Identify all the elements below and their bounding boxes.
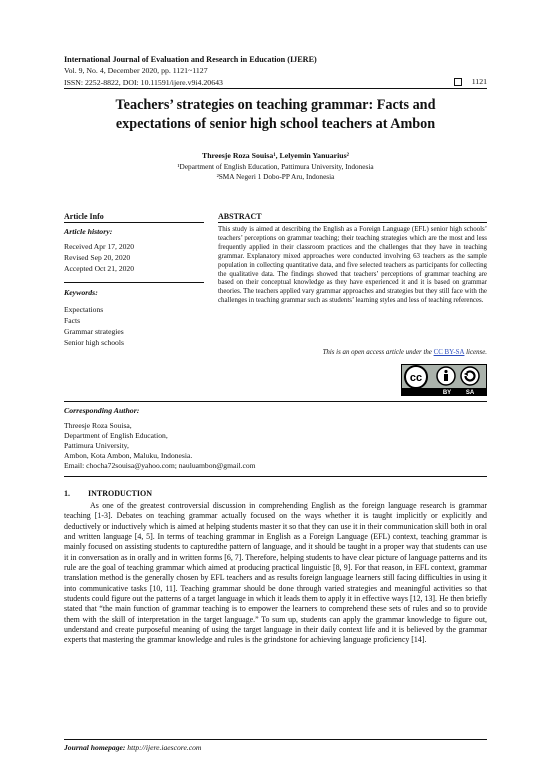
article-info-rule — [64, 222, 204, 223]
keywords-label: Keywords: — [64, 288, 98, 297]
homepage-label: Journal homepage — [64, 743, 123, 752]
title-line: expectations of senior high school teachers at Ambon — [115, 116, 436, 132]
square-bullet-icon — [454, 78, 462, 86]
page-number: 1121 — [471, 77, 487, 86]
cc-by-sa-badge-icon[interactable] — [401, 364, 487, 396]
introduction-paragraph: As one of the greatest controversial discussion in comprehending English as the foreign language research is grammar teaching [1-3]. Debates on teaching grammar actually focused on the ways whether it is taught implicitly or explicitly and deductively or inductively which is aimed at helping students master it so that they can use it in their communication skill both in oral and written language [4, 5]. In terms of teaching grammar in English as a Foreign Language (EFL) context, teaching grammar is mainly focused on assisting students to capturedthe pattern of language, and it should be taught in a proper way that students can use it in conversation as in orally and in written forms [6, 7]. Therefore, helping students to have clear picture of language patterns and its rule are the goal of teaching grammar which aimed at producing practical linguistic [8, 9]. For that reason, in EFL context, grammar translation method is the generally chosen by EFL teachers and as results foreign language learners still facing difficulties in using it into communicative tasks [10, 11]. Teaching grammar should be done through varied strategies and meaningful activities so that students could figure out the patterns of a target language in which it leads them to apply it in effective ways [12, 13]. He then briefly stated that “the main function of grammar teaching is to empower the learners to comprehend these sets of rules and so to provide them with the skill of interpretation in the target language.” To sum up, students can apply the grammar knowledge to figure out, understand and create purposeful meaning of using the target language in their daily context life and it is believed by the grammar experts that mastering the grammar knowledge and rules is the grindstone for achieving language proficiency [14]. — [64, 501, 487, 645]
journal-name: International Journal of Evaluation and Research in Education (IJERE) — [64, 55, 317, 64]
abstract-rule — [218, 222, 487, 223]
paper-title — [64, 96, 487, 134]
keyword: Grammar strategies — [64, 327, 124, 336]
title-line: Teachers’ strategies on teaching grammar: Facts and — [115, 97, 436, 113]
history-item: Accepted Oct 21, 2020 — [64, 264, 135, 273]
footer-rule — [64, 739, 487, 740]
keywords-rule — [64, 282, 204, 283]
affiliation: ²SMA Negeri 1 Dobo-PP Aru, Indonesia — [216, 172, 335, 181]
corresponding-line: Threesje Roza Souisa, — [64, 421, 132, 430]
keyword: Senior high schools — [64, 338, 124, 347]
license-link[interactable]: CC BY-SA — [433, 349, 465, 356]
corresponding-details — [64, 421, 364, 471]
section-heading — [64, 489, 152, 498]
article-history — [64, 226, 204, 274]
section-title: INTRODUCTION — [88, 489, 153, 498]
header-rule — [64, 88, 487, 89]
corresponding-line: Ambon, Kota Ambon, Maluku, Indonesia. — [64, 451, 193, 460]
authors: Threesje Roza Souisa¹, Lelyemin Yanuarius² — [202, 151, 349, 160]
keyword: Expectations — [64, 305, 104, 314]
homepage-url[interactable]: http://ijere.iaescore.com — [127, 743, 202, 752]
section-number: 1. — [64, 489, 70, 498]
corresponding-rule — [64, 401, 487, 402]
abstract-label: ABSTRACT — [218, 212, 262, 221]
open-access-prefix: This is an open access article under the — [322, 349, 434, 356]
open-access-note — [323, 349, 487, 356]
sa-text: SA — [465, 390, 475, 396]
corresponding-line: Department of English Education, — [64, 431, 168, 440]
article-info-label: Article Info — [64, 212, 104, 221]
affiliation: ¹Department of English Education, Pattimura University, Indonesia — [177, 162, 374, 171]
corresponding-label: Corresponding Author: — [64, 406, 140, 415]
keywords-block — [64, 287, 204, 348]
history-item: Received Apr 17, 2020 — [64, 242, 135, 251]
corresponding-line: Pattimura University, — [64, 441, 129, 450]
journal-homepage: Journal homepage: http://ijere.iaescore.com — [64, 743, 202, 752]
abstract-text: This study is aimed at describing the English as a Foreign Language (EFL) senior high schools’ teachers’ perceptions on grammar teaching; their teaching strategies which are the most and less frequently applied in their classroom practices and the challenges that they have in teaching grammar. Explanatory mixed approaches were conducted involving 63 teachers as the sample population in collecting quantitative data, and five selected teachers as participants for collecting the qualitative data. The findings showed that teachers’ perceptions of grammar teaching are based on their conceptual knowledge as they have experienced it and it is based on grammar theories. The teachers applied vary grammar approaches and strategies but they still face with the challenges in teaching grammar such as students’ learning styles and less of teaching references. — [218, 226, 487, 305]
page-header-right — [454, 77, 487, 86]
history-item: Revised Sep 20, 2020 — [64, 253, 131, 262]
corresponding-email[interactable]: Email: chocha72souisa@yahoo.com; nauluambon@gmail.com — [64, 461, 256, 470]
by-text: BY — [442, 390, 452, 396]
article-history-label: Article history: — [64, 227, 113, 236]
journal-issn: ISSN: 2252-8822, DOI: 10.11591/ijere.v9i4.20643 — [64, 78, 223, 87]
keyword: Facts — [64, 316, 81, 325]
body-rule — [64, 476, 487, 477]
cc-text: cc — [409, 372, 423, 384]
journal-volume: Vol. 9, No. 4, December 2020, pp. 1121~1127 — [64, 66, 208, 75]
open-access-suffix: license. — [464, 349, 487, 356]
